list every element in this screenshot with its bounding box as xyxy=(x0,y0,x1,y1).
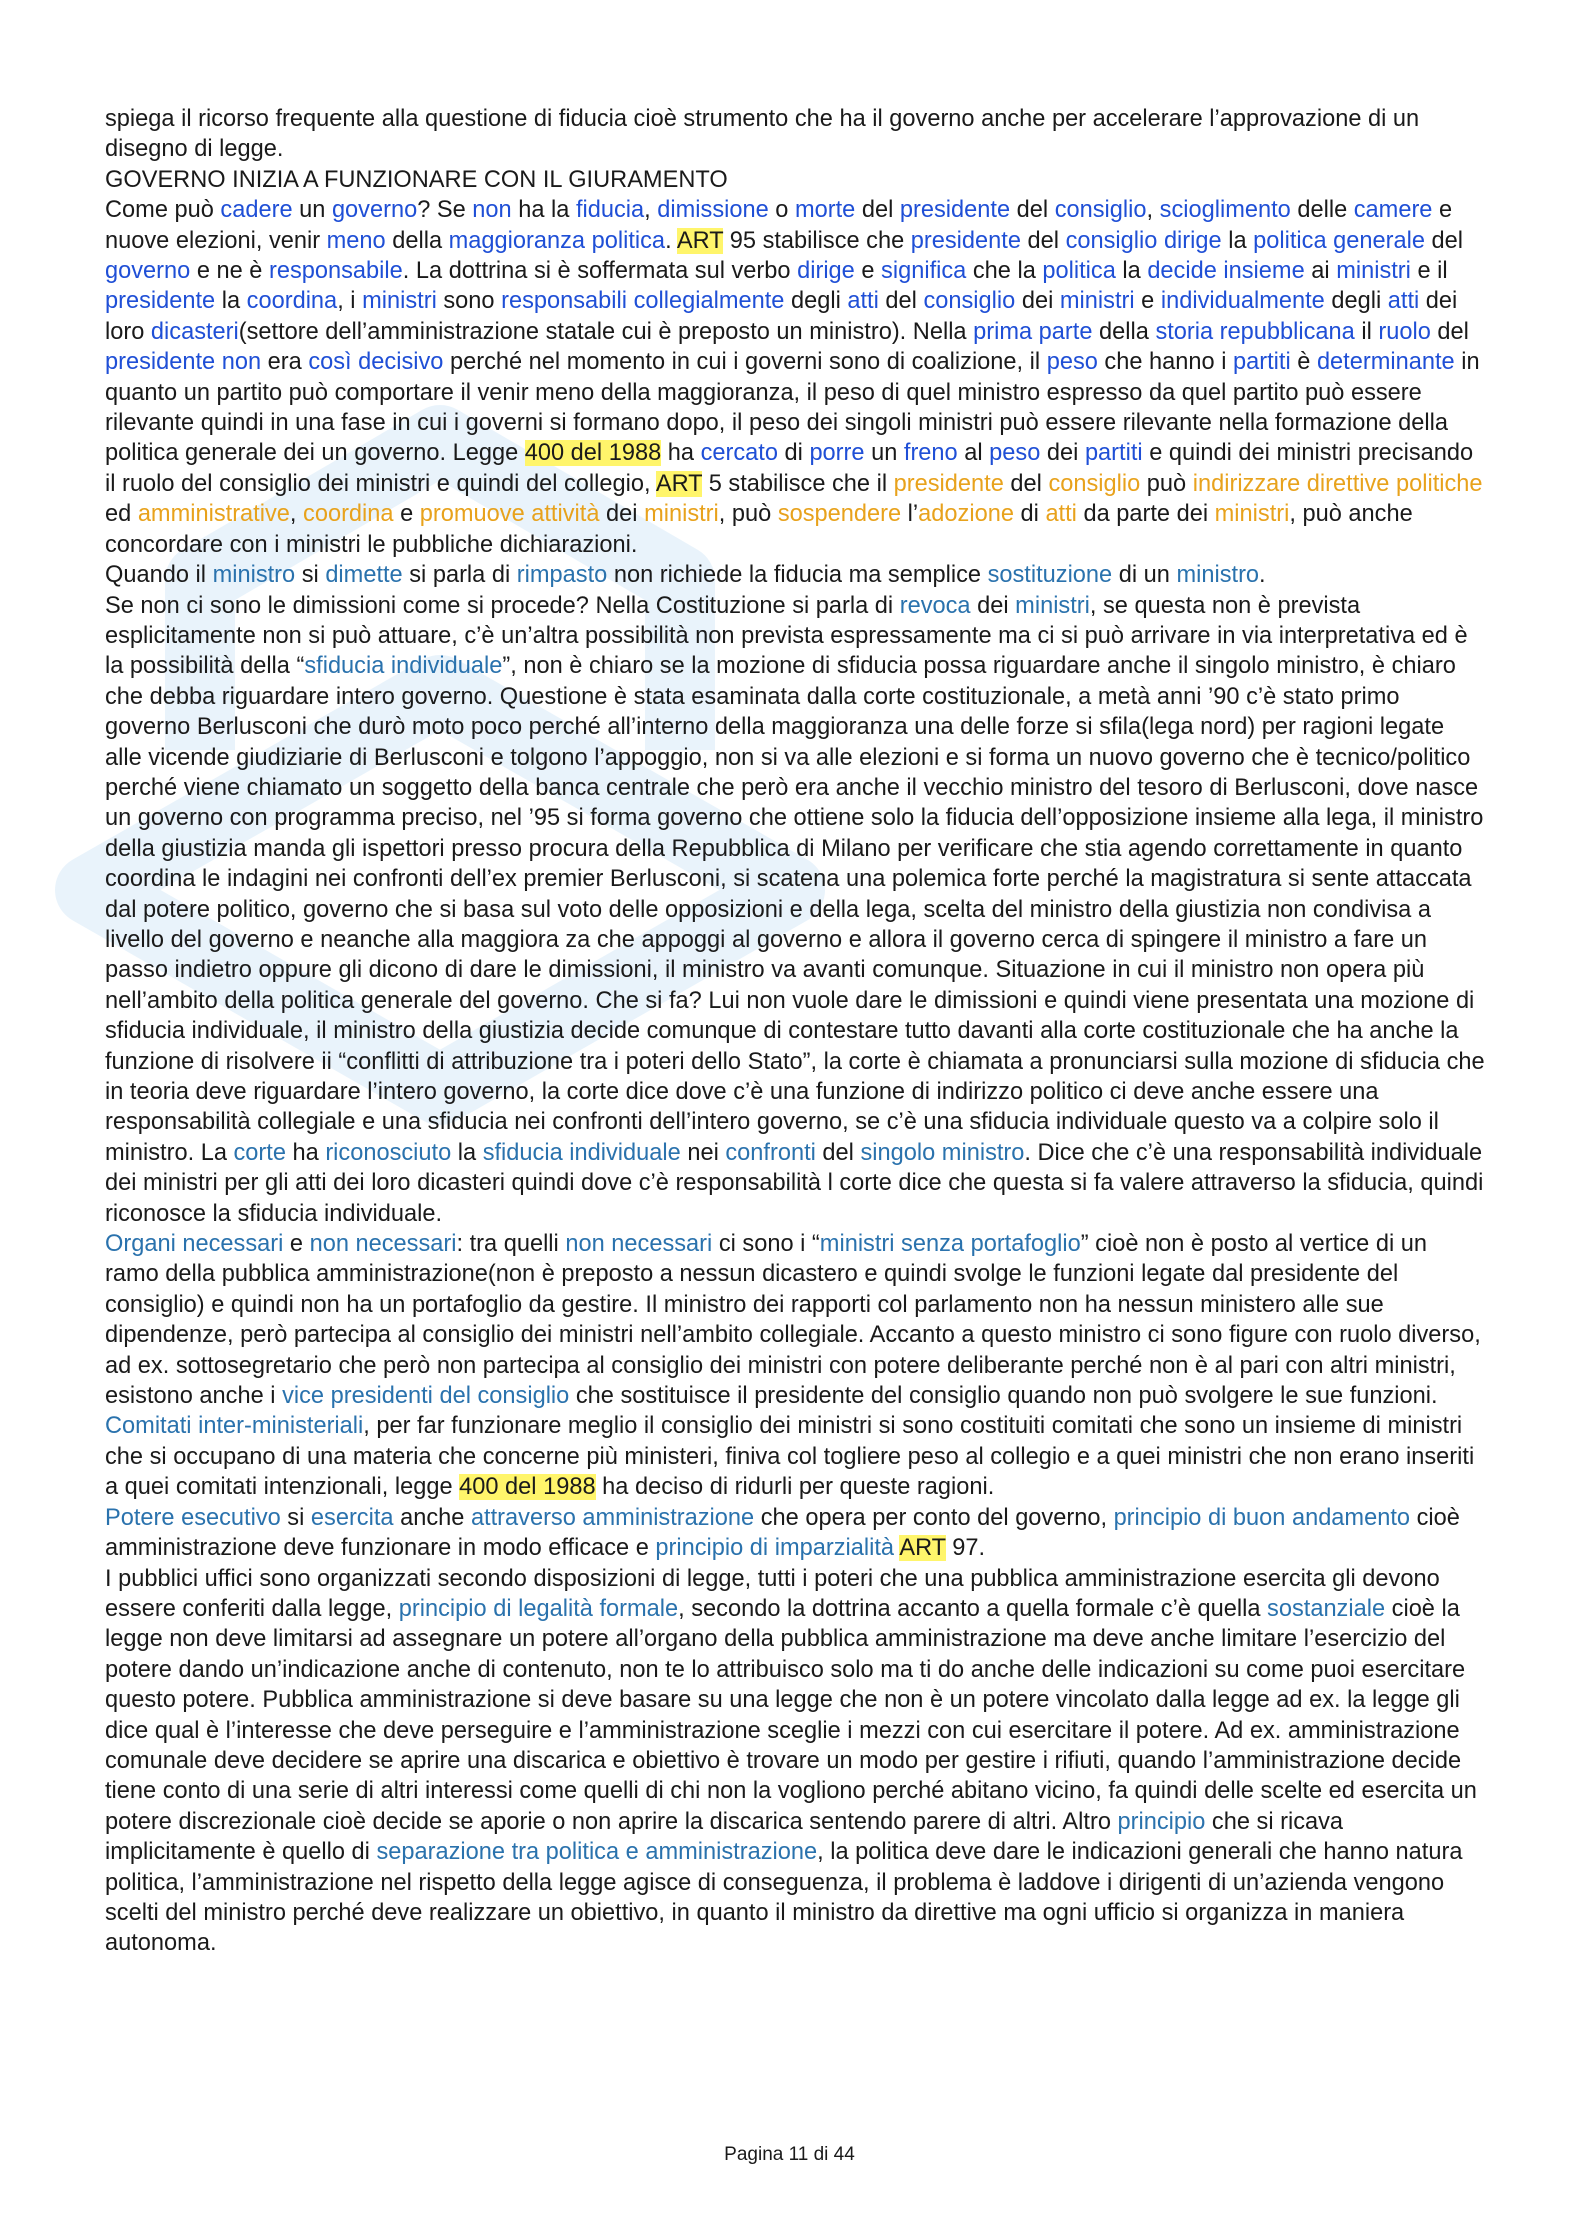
keyword-text: politica generale xyxy=(1253,227,1425,254)
keyword-text: amministrative xyxy=(137,501,290,528)
keyword-text: ministri xyxy=(1214,501,1290,528)
keyword-text: significa xyxy=(881,258,967,285)
keyword-text: revoca xyxy=(899,592,971,619)
keyword-text: presidente xyxy=(893,470,1004,497)
highlighted-text: ART xyxy=(655,470,703,497)
keyword-text: sostituzione xyxy=(987,562,1113,589)
keyword-text: peso xyxy=(989,440,1041,467)
keyword-text: ministri xyxy=(362,288,437,315)
keyword-text: indirizzare direttive politiche xyxy=(1192,470,1483,497)
keyword-text: dirige xyxy=(1163,227,1222,254)
keyword-text: responsabili collegialmente xyxy=(501,288,785,315)
keyword-text: sfiducia individuale xyxy=(482,1139,681,1166)
keyword-text: ministri xyxy=(1336,258,1411,285)
keyword-text: consiglio xyxy=(1065,227,1158,254)
keyword-text: principio di imparzialità xyxy=(655,1535,895,1562)
highlighted-text: ART xyxy=(899,1535,946,1562)
keyword-text: non xyxy=(472,197,512,224)
document-body xyxy=(105,104,1485,1959)
keyword-text: storia repubblicana xyxy=(1155,318,1355,345)
keyword-text: corte xyxy=(233,1139,286,1166)
keyword-text: governo xyxy=(105,258,191,285)
keyword-text: ministri xyxy=(1059,288,1135,315)
highlighted-text: 400 del 1988 xyxy=(524,440,662,467)
highlighted-text: 400 del 1988 xyxy=(459,1474,596,1501)
keyword-text: rimpasto xyxy=(516,562,608,589)
page-number: Pagina 11 di 44 xyxy=(724,2144,855,2165)
keyword-text: cadere xyxy=(220,197,293,224)
keyword-text: Organi necessari xyxy=(105,1231,284,1258)
keyword-text: cercato xyxy=(700,440,778,467)
keyword-text: governo xyxy=(331,197,418,224)
keyword-text: non xyxy=(221,349,262,376)
keyword-text: freno xyxy=(903,440,958,467)
paragraph: Potere esecutivo si esercita anche attraverso amministrazione che opera per conto del governo, principio di buon andamento cioè amministrazione deve funzionare in modo efficace e principio di imparzialità ART 97. xyxy=(105,1504,1460,1562)
keyword-text: ministri xyxy=(1015,592,1090,619)
keyword-text: presidente xyxy=(910,227,1021,254)
keyword-text: atti xyxy=(1387,288,1420,315)
keyword-text: promuove attività xyxy=(419,501,600,528)
keyword-text: ministro xyxy=(1176,562,1260,589)
keyword-text: non necessari xyxy=(565,1231,713,1258)
keyword-text: sfiducia individuale xyxy=(304,653,503,680)
keyword-text: morte xyxy=(794,197,856,224)
keyword-text: esercita xyxy=(310,1504,394,1531)
keyword-text: maggioranza politica xyxy=(448,227,666,254)
paragraph: Come può cadere un governo? Se non ha la fiducia, dimissione o morte del presidente del consiglio, scioglimento delle camere e nuove elezioni, venir meno della maggioranza politica. ART 95 stabilisce che presidente del consiglio dirige la politica generale del governo e ne è responsabile. La dottrina si è soffermata sul verbo dirige e significa che la politica la decide insieme ai ministri e il presidente la coordina, i ministri sono responsabili collegialmente degli atti del consiglio dei ministri e individualmente degli atti dei loro dicasteri(settore dell’amministrazione statale cui è preposto un ministro). Nella prima parte della storia repubblicana il ruolo del presidente non era così decisivo perché nel momento in cui i governi sono di coalizione, il peso che hanno i partiti è determinante in quanto un partito può comportare il venir meno della maggioranza, il peso di quel ministro espresso da quel partito può essere rilevante quindi in una fase in cui i governi si formano dopo, il peso dei singoli ministri può essere rilevante nella formazione della politica generale dei un governo. Legge 400 del 1988 ha cercato di porre un freno al peso dei partiti e quindi dei ministri precisando il ruolo del consiglio dei ministri e quindi del collegio, ART 5 stabilisce che il presidente del consiglio può indirizzare direttive politiche ed amministrative, coordina e promuove attività dei ministri, può sospendere l’adozione di atti da parte dei ministri, può anche concordare con i ministri le pubbliche dichiarazioni. xyxy=(105,197,1483,558)
keyword-text: fiducia xyxy=(575,197,645,224)
keyword-text: principio xyxy=(1117,1808,1206,1835)
keyword-text: atti xyxy=(847,288,879,315)
keyword-text: principio di buon andamento xyxy=(1113,1504,1411,1531)
keyword-text: Potere esecutivo xyxy=(105,1504,281,1531)
paragraph: GOVERNO INIZIA A FUNZIONARE CON IL GIURAMENTO xyxy=(105,166,728,193)
paragraph: Organi necessari e non necessari: tra quelli non necessari ci sono i “ministri senza portafoglio” cioè non è posto al vertice di un ramo della pubblica amministrazione(non è preposto a nessun dicastero e quindi svolge le funzioni legate dal presidente del consiglio) e quindi non ha un portafoglio da gestire. Il ministro dei rapporti col parlamento non ha nessun ministero alle sue dipendenze, però partecipa al consiglio dei ministri nell’ambito collegiale. Accanto a questo ministro ci sono figure con ruolo diverso, ad ex. sottosegretario che però non partecipa al consiglio dei ministri con potere deliberante perché non è al pari con altri ministri, esistono anche i vice presidenti del consiglio che sostituisce il presidente del consiglio quando non può svolgere le sue funzioni. Comitati inter-ministeriali, per far funzionare meglio il consiglio dei ministri si sono costituiti comitati che sono un insieme di ministri che si occupano di una materia che concerne più ministeri, finiva col togliere peso al collegio e a quei ministri che non erano inseriti a quei comitati intenzionali, legge 400 del 1988 ha deciso di ridurli per queste ragioni. xyxy=(105,1231,1481,1501)
keyword-text: ministro xyxy=(212,562,296,589)
keyword-text: politica xyxy=(1042,258,1116,285)
keyword-text: principio di legalità formale xyxy=(398,1595,679,1622)
keyword-text: partiti xyxy=(1084,440,1143,467)
keyword-text: partiti xyxy=(1233,349,1291,376)
keyword-text: presidente xyxy=(105,349,216,376)
keyword-text: non necessari xyxy=(309,1231,457,1258)
keyword-text: consiglio xyxy=(923,288,1016,315)
keyword-text: meno xyxy=(326,227,386,254)
highlighted-text: ART xyxy=(676,227,724,254)
keyword-text: individualmente xyxy=(1160,288,1325,315)
keyword-text: porre xyxy=(809,440,865,467)
keyword-text: sostanziale xyxy=(1267,1595,1386,1622)
keyword-text: dimette xyxy=(325,562,403,589)
keyword-text: consiglio xyxy=(1048,470,1141,497)
paragraph: Quando il ministro si dimette si parla di rimpasto non richiede la fiducia ma semplice sostituzione di un ministro. xyxy=(105,562,1266,589)
keyword-text: ministri xyxy=(644,501,719,528)
paragraph: I pubblici uffici sono organizzati secondo disposizioni di legge, tutti i poteri che una pubblica amministrazione esercita gli devono essere conferiti dalla legge, principio di legalità formale, secondo la dottrina accanto a quella formale c’è quella sostanziale cioè la legge non deve limitarsi ad assegnare un potere all’organo della pubblica amministrazione ma deve anche limitare l’esercizio del potere dando un’indicazione anche di contenuto, non te lo attribuisco solo ma ti do anche delle indicazioni su come puoi esercitare questo potere. Pubblica amministrazione si deve basare su una legge che non è un potere vincolato dalla legge ad ex. la legge gli dice qual è l’interesse che deve perseguire e l’amministrazione sceglie i mezzi con cui esercitare il potere. Ad ex. amministrazione comunale deve decidere se aprire una discarica e obiettivo è trovare un modo per gestire i rifiuti, quando l’amministrazione decide tiene conto di una serie di altri interessi come quelli di chi non la vogliono perché abitano vicino, fa quindi delle scelte ed esercita un potere discrezionale cioè decide se aporie o non aprire la discarica sentendo parere di altri. Altro principio che si ricava implicitamente è quello di separazione tra politica e amministrazione, la politica deve dare le indicazioni generali che hanno natura politica, l’amministrazione nel rispetto della legge agisce di conseguenza, il problema è laddove i dirigenti di un’azienda vengono scelti del ministro perché deve realizzare un obiettivo, in quanto il ministro da direttive ma ogni ufficio si organizza in maniera autonoma. xyxy=(105,1565,1477,1957)
keyword-text: presidente xyxy=(899,197,1011,224)
keyword-text: attraverso amministrazione xyxy=(470,1504,755,1531)
keyword-text: dirige xyxy=(797,258,855,285)
keyword-text: coordina xyxy=(246,288,338,315)
keyword-text: prima parte xyxy=(973,318,1093,345)
keyword-text: peso xyxy=(1046,349,1098,376)
keyword-text: dimissione xyxy=(657,197,769,224)
keyword-text: scioglimento xyxy=(1159,197,1291,224)
keyword-text: camere xyxy=(1353,197,1433,224)
keyword-text: consiglio xyxy=(1054,197,1147,224)
keyword-text: Comitati inter-ministeriali xyxy=(105,1413,364,1440)
keyword-text: decide insieme xyxy=(1147,258,1305,285)
keyword-text: vice presidenti del consiglio xyxy=(282,1383,570,1410)
keyword-text: adozione xyxy=(918,501,1014,528)
paragraph: Se non ci sono le dimissioni come si procede? Nella Costituzione si parla di revoca dei ministri, se questa non è prevista esplicitamente non si può attuare, c’è un’altra possibilità non prevista espressamente ma ci si può arrivare in via interpretativa ed è la possibilità della “sfiducia individuale”, non è chiaro se la mozione di sfiducia possa riguardare anche il singolo ministro, è chiaro che debba riguardare intero governo. Questione è stata esaminata dalla corte costituzionale, a metà anni ’90 c’è stato primo governo Berlusconi che durò moto poco perché all’interno della maggioranza una delle forze si sfila(lega nord) per ragioni legate alle vicende giudiziarie di Berlusconi e tolgono l’appoggio, non si va alle elezioni e si forma un nuovo governo che è tecnico/politico perché viene chiamato un soggetto della banca centrale che però era anche il vecchio ministro del tesoro di Berlusconi, dove nasce un governo con programma preciso, nel ’95 si forma governo che ottiene solo la fiducia dell’opposizione insieme alla lega, il ministro della giustizia manda gli ispettori presso procura della Repubblica di Milano per verificare che stia agendo correttamente in quanto coordina le indagini nei confronti dell’ex premier Berlusconi, si scatena una polemica forte perché la magistratura si sente attaccata dal potere politico, governo che si basa sul voto delle opposizioni e della lega, scelta del ministro della giustizia non condivisa a livello del governo e neanche alla maggiora za che appoggi al governo e allora il governo cerca di spingere il ministro a fare un passo indietro oppure gli dicono di dare le dimissioni, il ministro va avanti comunque. Situazione in cui il ministro non opera più nell’ambito della politica generale del governo. Che si fa? Lui non vuole dare le dimissioni e quindi viene presentata una mozione di sfiducia individuale, il ministro della giustizia decide comunque di contestare tutto davanti alla corte costituzionale che ha anche la funzione di risolvere ii “conflitti di attribuzione tra i poteri dello Stato”, la corte è chiamata a pronunciarsi sulla mozione di sfiducia che in teoria deve riguardare l’intero governo, la corte dice dove c’è una funzione di indirizzo politico ci deve anche essere una responsabilità collegiale e una sfiducia nei confronti dell’intero governo, se c’è una sfiducia individuale questo va a colpire solo il ministro. La corte ha riconosciuto la sfiducia individuale nei confronti del singolo ministro. Dice che c’è una responsabilità individuale dei ministri per gli atti dei loro dicasteri quindi dove c’è responsabilità l corte dice che questa si fa valere attraverso la sfiducia, quindi riconosce la sfiducia individuale. xyxy=(105,592,1485,1227)
paragraph: spiega il ricorso frequente alla questione di fiducia cioè strumento che ha il governo anche per accelerare l’approvazione di un disegno di legge. xyxy=(105,106,1420,163)
keyword-text: riconosciuto xyxy=(325,1139,452,1166)
keyword-text: atti xyxy=(1045,501,1077,528)
keyword-text: ministri senza portafoglio xyxy=(819,1231,1081,1258)
keyword-text: dicasteri xyxy=(150,318,239,345)
keyword-text: coordina xyxy=(303,501,394,528)
keyword-text: singolo ministro xyxy=(860,1139,1025,1166)
keyword-text: determinante xyxy=(1316,349,1455,376)
keyword-text: ruolo xyxy=(1378,318,1431,345)
keyword-text: presidente xyxy=(105,288,216,315)
keyword-text: responsabile xyxy=(268,258,403,285)
keyword-text: sospendere xyxy=(777,501,902,528)
keyword-text: così decisivo xyxy=(308,349,444,376)
keyword-text: confronti xyxy=(725,1139,816,1166)
keyword-text: separazione tra politica e amministrazione xyxy=(376,1839,818,1866)
